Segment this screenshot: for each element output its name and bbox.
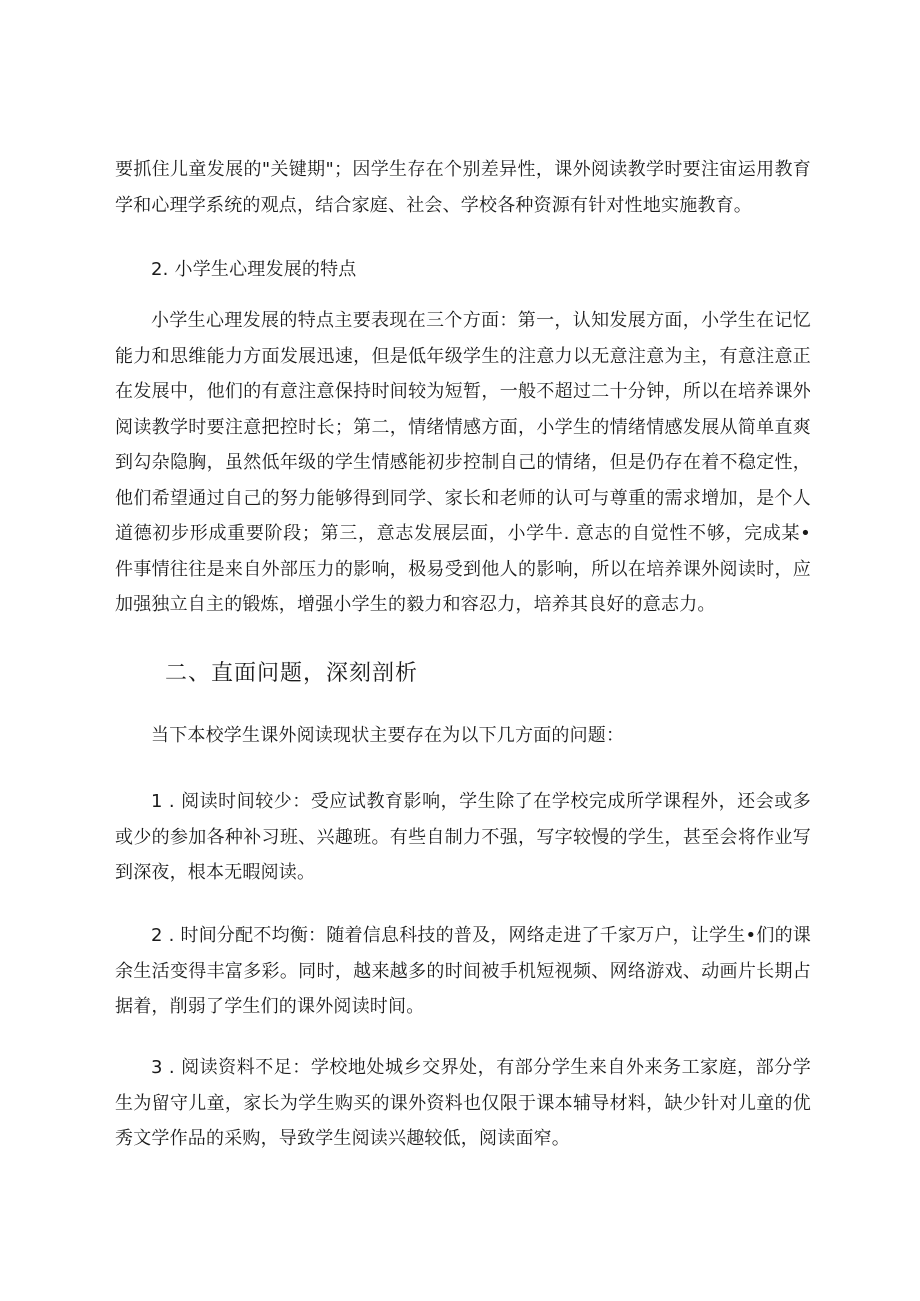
paragraph-key-period: 要抓住儿童发展的"关键期"；因学生存在个别差异性，课外阅读教学时要注宙运用教育学和心理学系统的观点，结合家庭、社会、学校各种资源有针对性地实施教育。: [115, 159, 811, 216]
list-item-reading-time: 1 . 阅读时间较少：受应试教育影响，学生除了在学校完成所学课程外，还会或多或少的参加各种补习班、兴趣班。有些自制力不强，写字较慢的学生，甚至会将作业写到深夜，根本无暇阅读。: [115, 791, 811, 883]
list-item-reading-materials: 3 . 阅读资料不足：学校地处城乡交界处，有部分学生来自外来务工家庭，部分学生为留守儿童，家长为学生购买的课外资料也仅限于课本辅导材料，缺少针对儿童的优秀文学作品的采购，导致学生阅读兴趣较低，阅读面窄。: [115, 1057, 811, 1149]
paragraph-problems-intro: 当下本校学生课外阅读现状主要存在为以下几方面的问题：: [151, 725, 625, 746]
list-item-time-allocation: 2 . 时间分配不均衡：随着信息科技的普及，网络走进了千家万户，让学生•们的课余生活变得丰富多彩。同时，越来越多的时间被手机短视频、网络游戏、动画片长期占据着，削弱了学生们的课外阅读时间。: [115, 925, 811, 1017]
subheading-psychological-traits: 2. 小学生心理发展的特点: [151, 259, 357, 280]
section-heading-problems: 二、直面问题，深刻剖析: [165, 661, 419, 686]
paragraph-psychological-traits: 小学生心理发展的特点主要表现在三个方面：第一，认知发展方面，小学生在记忆能力和思维能力方面发展迅速，但是低年级学生的注意力以无意注意为主，有意注意正在发展中，他们的有意注意保持时间较为短暂，一般不超过二十分钟，所以在培养课外阅读教学时要注意把控时长；第二，情绪情感方面，小学生的情绪情感发展从简单直爽到勾杂隐胸，虽然低年级的学生情感能初步控制自己的情绪，但是仍存在着不稳定性，他们希望通过自己的努力能够得到同学、家长和老师的认可与尊重的需求增加，是个人道德初步形成重要阶段；第三，意志发展层面，小学牛. 意志的自觉性不够，完成某•件事情往往是来自外部压力的影响，极易受到他人的影响，所以在培养课外阅读时，应加强独立自主的锻炼，增强小学生的毅力和容忍力，培养其良好的意志力。: [115, 310, 811, 615]
